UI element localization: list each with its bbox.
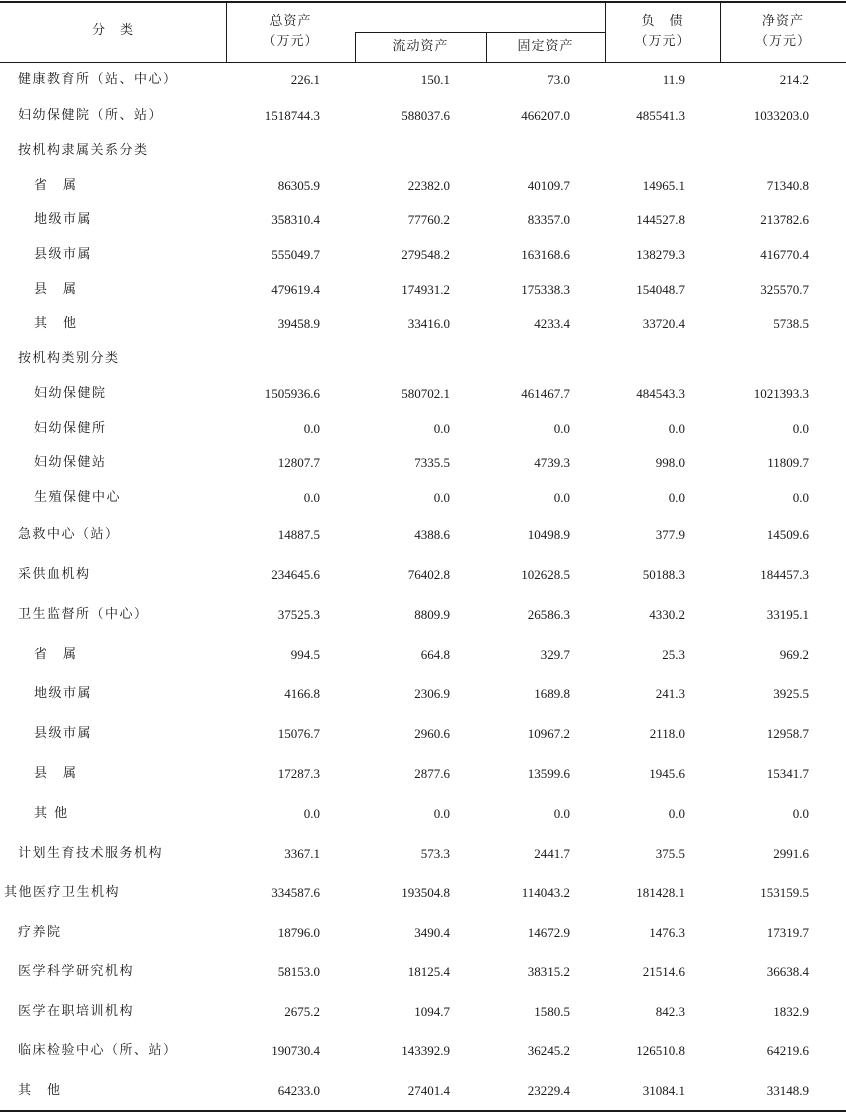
value-cell: 18125.4	[407, 964, 450, 979]
value-cell: 334587.6	[271, 885, 320, 900]
table-row	[0, 314, 846, 334]
value-cell: 12807.7	[277, 455, 320, 470]
table-row	[0, 724, 846, 744]
value-cell: 0.0	[792, 806, 809, 821]
value-cell: 0.0	[553, 421, 570, 436]
value-cell: 2991.6	[773, 846, 809, 861]
row-label: 其 他	[34, 316, 78, 331]
value-cell: 27401.4	[407, 1083, 450, 1098]
value-cell: 466207.0	[521, 108, 570, 123]
value-cell: 8809.9	[414, 607, 450, 622]
value-cell: 33195.1	[766, 607, 809, 622]
table-row	[0, 962, 846, 982]
row-label: 妇幼保健所	[34, 421, 107, 436]
value-cell: 588037.6	[401, 108, 450, 123]
row-label: 妇幼保健站	[34, 455, 107, 470]
value-cell: 377.9	[655, 527, 685, 542]
row-label: 县 属	[34, 282, 78, 297]
value-cell: 144527.8	[636, 212, 685, 227]
value-cell: 13599.6	[527, 766, 570, 781]
value-cell: 994.5	[290, 647, 320, 662]
value-cell: 1476.3	[649, 925, 685, 940]
value-cell: 14509.6	[766, 527, 809, 542]
value-cell: 325570.7	[760, 282, 809, 297]
row-label: 按机构隶属关系分类	[18, 143, 149, 158]
value-cell: 193504.8	[401, 885, 450, 900]
value-cell: 50188.3	[642, 567, 685, 582]
value-cell: 71340.8	[766, 178, 809, 193]
value-cell: 3367.1	[284, 846, 320, 861]
value-cell: 1021393.3	[753, 386, 809, 401]
value-cell: 0.0	[433, 806, 450, 821]
value-cell: 58153.0	[277, 964, 320, 979]
value-cell: 2306.9	[414, 686, 450, 701]
value-cell: 153159.5	[760, 885, 809, 900]
value-cell: 23229.4	[527, 1083, 570, 1098]
table-row	[0, 453, 846, 473]
table-row	[0, 883, 846, 903]
table-row	[0, 844, 846, 864]
value-cell: 0.0	[668, 421, 685, 436]
value-cell: 4739.3	[534, 455, 570, 470]
value-cell: 175338.3	[521, 282, 570, 297]
value-cell: 969.2	[779, 647, 809, 662]
value-cell: 31084.1	[642, 1083, 685, 1098]
row-label: 妇幼保健院	[34, 386, 107, 401]
table-row	[0, 210, 846, 230]
value-cell: 1518744.3	[264, 108, 320, 123]
value-cell: 416770.4	[760, 247, 809, 262]
value-cell: 279548.2	[401, 247, 450, 262]
row-label: 按机构类别分类	[18, 351, 120, 366]
value-cell: 461467.7	[521, 386, 570, 401]
row-label: 省 属	[34, 647, 78, 662]
row-label: 采供血机构	[18, 567, 91, 582]
value-cell: 33416.0	[407, 316, 450, 331]
value-cell: 3925.5	[773, 686, 809, 701]
value-cell: 0.0	[668, 490, 685, 505]
value-cell: 64233.0	[277, 1083, 320, 1098]
table-row	[0, 419, 846, 439]
row-label: 妇幼保健院（所、站）	[18, 108, 164, 123]
row-label: 临床检验中心（所、站）	[18, 1043, 178, 1058]
value-cell: 234645.6	[271, 567, 320, 582]
header-liabilities: 负 债	[641, 14, 684, 29]
header-total-assets-unit: （万元）	[262, 34, 319, 49]
value-cell: 0.0	[303, 806, 320, 821]
value-cell: 484543.3	[636, 386, 685, 401]
value-cell: 2441.7	[534, 846, 570, 861]
header-bottom-rule	[0, 62, 846, 63]
value-cell: 998.0	[655, 455, 685, 470]
value-cell: 190730.4	[271, 1043, 320, 1058]
value-cell: 479619.4	[271, 282, 320, 297]
table-row	[0, 280, 846, 300]
value-cell: 83357.0	[527, 212, 570, 227]
value-cell: 18796.0	[277, 925, 320, 940]
value-cell: 184457.3	[760, 567, 809, 582]
value-cell: 2960.6	[414, 726, 450, 741]
value-cell: 17287.3	[277, 766, 320, 781]
value-cell: 11809.7	[767, 455, 809, 470]
row-label: 健康教育所（站、中心）	[18, 72, 178, 87]
header-liabilities-unit: （万元）	[634, 34, 691, 49]
value-cell: 226.1	[290, 72, 320, 87]
row-label: 省 属	[34, 178, 78, 193]
value-cell: 150.1	[420, 72, 450, 87]
value-cell: 1580.5	[534, 1004, 570, 1019]
table-row	[0, 106, 846, 126]
table-row	[0, 804, 846, 824]
value-cell: 21514.6	[642, 964, 685, 979]
value-cell: 580702.1	[401, 386, 450, 401]
value-cell: 10498.9	[527, 527, 570, 542]
value-cell: 0.0	[433, 421, 450, 436]
value-cell: 1832.9	[773, 1004, 809, 1019]
value-cell: 1945.6	[649, 766, 685, 781]
header-net-assets: 净资产	[761, 14, 804, 29]
table-row	[0, 141, 846, 161]
table-bottom-rule	[0, 1110, 846, 1112]
row-label: 县 属	[34, 766, 78, 781]
value-cell: 1033203.0	[753, 108, 809, 123]
value-cell: 3490.4	[414, 925, 450, 940]
table-row	[0, 1002, 846, 1022]
value-cell: 1505936.6	[264, 386, 320, 401]
value-cell: 5738.5	[773, 316, 809, 331]
value-cell: 1689.8	[534, 686, 570, 701]
value-cell: 214.2	[779, 72, 809, 87]
value-cell: 664.8	[420, 647, 450, 662]
value-cell: 38315.2	[527, 964, 570, 979]
row-label: 疗养院	[18, 925, 62, 940]
value-cell: 358310.4	[271, 212, 320, 227]
value-cell: 39458.9	[277, 316, 320, 331]
value-cell: 86305.9	[277, 178, 320, 193]
value-cell: 181428.1	[636, 885, 685, 900]
row-label: 卫生监督所（中心）	[18, 607, 149, 622]
row-label: 地级市属	[34, 686, 93, 701]
table-row	[0, 488, 846, 508]
value-cell: 4330.2	[649, 607, 685, 622]
value-cell: 0.0	[303, 490, 320, 505]
value-cell: 40109.7	[527, 178, 570, 193]
row-label: 医学在职培训机构	[18, 1004, 135, 1019]
value-cell: 573.3	[420, 846, 450, 861]
value-cell: 143392.9	[401, 1043, 450, 1058]
header-category: 分 类	[91, 23, 134, 38]
value-cell: 114043.2	[521, 885, 570, 900]
value-cell: 174931.2	[401, 282, 450, 297]
row-label: 其 他	[18, 1083, 62, 1098]
value-cell: 0.0	[792, 421, 809, 436]
value-cell: 375.5	[655, 846, 685, 861]
value-cell: 26586.3	[527, 607, 570, 622]
value-cell: 2877.6	[414, 766, 450, 781]
row-label: 医学科学研究机构	[18, 964, 135, 979]
value-cell: 0.0	[303, 421, 320, 436]
value-cell: 2675.2	[284, 1004, 320, 1019]
value-cell: 241.3	[655, 686, 685, 701]
value-cell: 11.9	[662, 72, 685, 87]
value-cell: 4388.6	[414, 527, 450, 542]
value-cell: 25.3	[662, 647, 685, 662]
value-cell: 14887.5	[277, 527, 320, 542]
value-cell: 102628.5	[521, 567, 570, 582]
value-cell: 17319.7	[766, 925, 809, 940]
value-cell: 10967.2	[527, 726, 570, 741]
value-cell: 329.7	[540, 647, 570, 662]
table-row	[0, 684, 846, 704]
value-cell: 842.3	[655, 1004, 685, 1019]
value-cell: 4233.4	[534, 316, 570, 331]
table-row	[0, 176, 846, 196]
value-cell: 138279.3	[636, 247, 685, 262]
value-cell: 64219.6	[766, 1043, 809, 1058]
value-cell: 485541.3	[636, 108, 685, 123]
value-cell: 154048.7	[636, 282, 685, 297]
value-cell: 555049.7	[271, 247, 320, 262]
table-row	[0, 349, 846, 369]
value-cell: 36638.4	[766, 964, 809, 979]
row-label: 计划生育技术服务机构	[18, 846, 164, 861]
value-cell: 0.0	[433, 490, 450, 505]
value-cell: 77760.2	[407, 212, 450, 227]
value-cell: 15076.7	[277, 726, 320, 741]
value-cell: 2118.0	[649, 726, 685, 741]
value-cell: 33148.9	[766, 1083, 809, 1098]
value-cell: 73.0	[547, 72, 570, 87]
value-cell: 163168.6	[521, 247, 570, 262]
value-cell: 15341.7	[766, 766, 809, 781]
table-row	[0, 1041, 846, 1061]
table-row	[0, 70, 846, 90]
header-total-assets: 总资产	[269, 14, 312, 29]
value-cell: 4166.8	[284, 686, 320, 701]
value-cell: 36245.2	[527, 1043, 570, 1058]
header-fixed-assets: 固定资产	[517, 39, 574, 54]
value-cell: 126510.8	[636, 1043, 685, 1058]
value-cell: 12958.7	[766, 726, 809, 741]
row-label: 县级市属	[34, 726, 93, 741]
value-cell: 33720.4	[642, 316, 685, 331]
table-row	[0, 565, 846, 585]
header-current-assets: 流动资产	[392, 39, 449, 54]
value-cell: 7335.5	[414, 455, 450, 470]
value-cell: 1094.7	[414, 1004, 450, 1019]
value-cell: 0.0	[553, 806, 570, 821]
value-cell: 14672.9	[527, 925, 570, 940]
table-row	[0, 384, 846, 404]
value-cell: 37525.3	[277, 607, 320, 622]
table-row	[0, 645, 846, 665]
table-row	[0, 1081, 846, 1101]
row-label: 急救中心（站）	[18, 527, 120, 542]
value-cell: 0.0	[553, 490, 570, 505]
table-row	[0, 245, 846, 265]
table-row	[0, 605, 846, 625]
header-net-assets-unit: （万元）	[754, 34, 811, 49]
value-cell: 76402.8	[407, 567, 450, 582]
value-cell: 14965.1	[642, 178, 685, 193]
table-row	[0, 764, 846, 784]
value-cell: 0.0	[668, 806, 685, 821]
row-label: 县级市属	[34, 247, 93, 262]
row-label: 其他医疗卫生机构	[4, 885, 121, 900]
value-cell: 22382.0	[407, 178, 450, 193]
value-cell: 213782.6	[760, 212, 809, 227]
table-row	[0, 923, 846, 943]
table-row	[0, 525, 846, 545]
header-sub-rule	[355, 32, 605, 33]
row-label: 地级市属	[34, 212, 93, 227]
value-cell: 0.0	[792, 490, 809, 505]
row-label: 其 他	[34, 806, 69, 821]
row-label: 生殖保健中心	[34, 490, 122, 505]
